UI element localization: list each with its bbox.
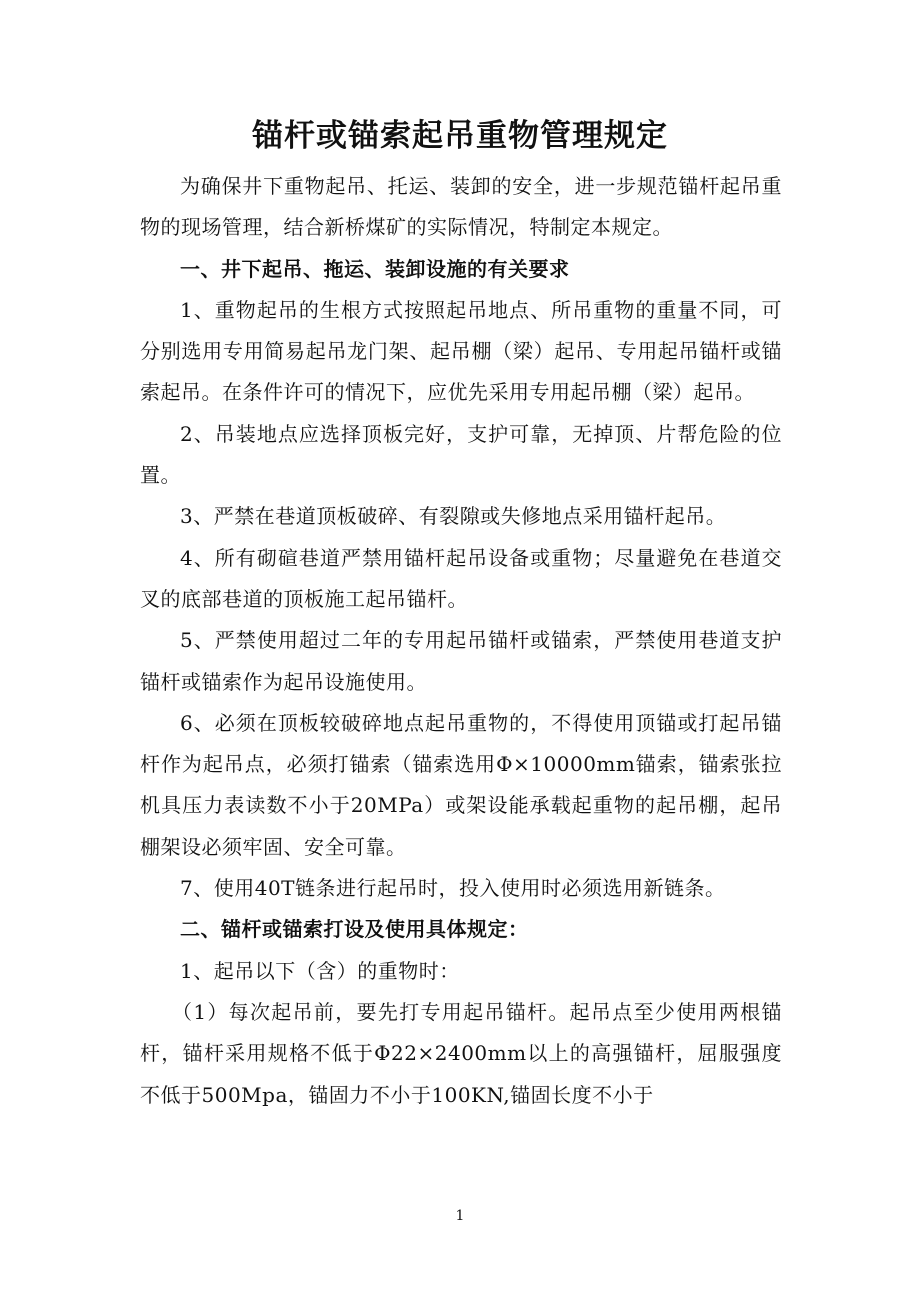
page-number: 1 bbox=[455, 1208, 465, 1224]
paragraph-item-2: 2、吊装地点应选择顶板完好，支护可靠，无掉顶、片帮危险的位置。 bbox=[140, 421, 782, 488]
document-title: 锚杆或锚索起吊重物管理规定 bbox=[252, 118, 668, 154]
paragraph-item-3: 3、严禁在巷道顶板破碎、有裂隙或失修地点采用锚杆起吊。 bbox=[180, 504, 727, 529]
paragraph-subitem-1-1: （1）每次起吊前，要先打专用起吊锚杆。起吊点至少使用两根锚杆，锚杆采用规格不低于Φ22×2400mm以上的高强锚杆，屈服强度不低于500Mpa，锚固力不小于100KN,锚固长度不小于 bbox=[140, 999, 782, 1107]
paragraph-item-5: 5、严禁使用超过二年的专用起吊锚杆或锚索，严禁使用巷道支护锚杆或锚索作为起吊设施使用。 bbox=[140, 628, 782, 694]
paragraph-item-7: 7、使用40T链条进行起吊时，投入使用时必须选用新链条。 bbox=[180, 876, 726, 901]
intro-paragraph: 为确保井下重物起吊、托运、装卸的安全，进一步规范锚杆起吊重物的现场管理，结合新桥煤矿的实际情况，特制定本规定。 bbox=[140, 174, 782, 240]
section-heading-1: 一、井下起吊、拖运、装卸设施的有关要求 bbox=[180, 256, 570, 281]
paragraph-item-6: 6、必须在顶板较破碎地点起吊重物的，不得使用顶锚或打起吊锚杆作为起吊点，必须打锚索（锚索选用Φ×10000mm锚索，锚索张拉机具压力表读数不小于20MPa）或架设能承载起重物的起吊棚，起吊棚架设必须牢固、安全可靠。 bbox=[140, 710, 782, 859]
paragraph-item-4: 4、所有砌碹巷道严禁用锚杆起吊设备或重物；尽量避免在巷道交叉的底部巷道的顶板施工起吊锚杆。 bbox=[140, 545, 782, 611]
paragraph-item-1: 1、重物起吊的生根方式按照起吊地点、所吊重物的重量不同，可分别选用专用简易起吊龙门架、起吊棚（梁）起吊、专用起吊锚杆或锚索起吊。在条件许可的情况下，应优先采用专用起吊棚（梁）起吊。 bbox=[140, 297, 782, 405]
document-body bbox=[140, 166, 782, 1116]
paragraph-subitem-1: 1、起吊以下（含）的重物时： bbox=[180, 958, 460, 983]
section-heading-2: 二、锚杆或锚索打设及使用具体规定： bbox=[180, 917, 529, 942]
